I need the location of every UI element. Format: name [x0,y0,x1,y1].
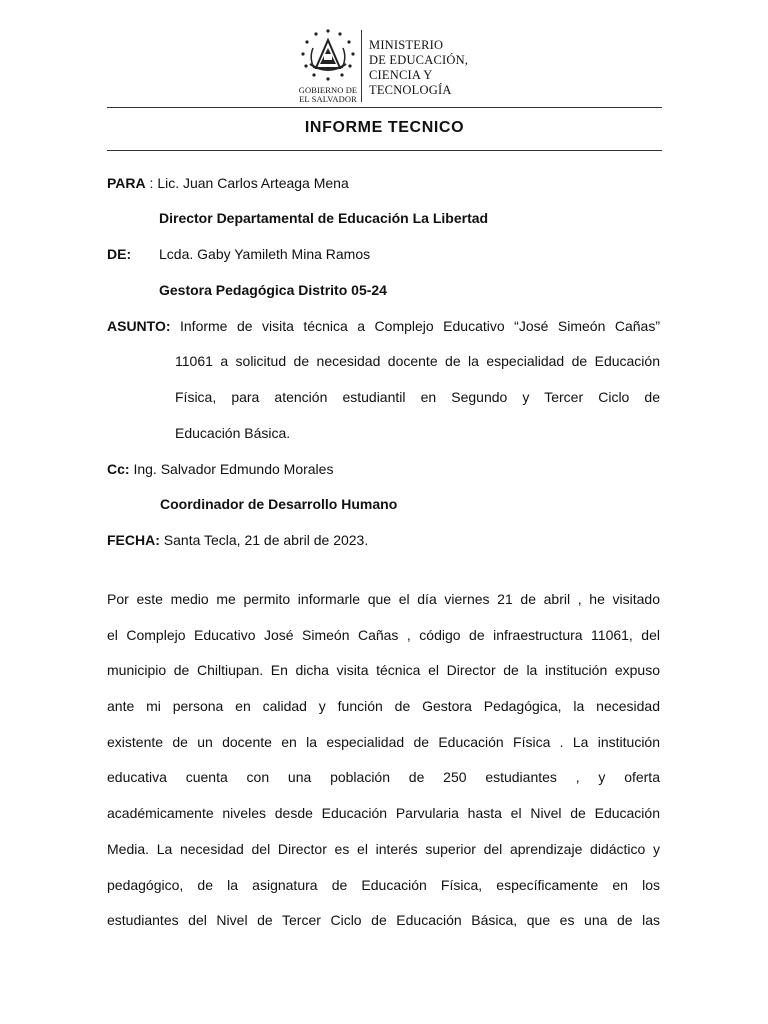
para-role: Director Departamental de Educación La Libertad [159,210,489,226]
body-line: académicamente niveles desde Educación Parvularia hasta el Nivel de Educación [107,805,660,821]
cc-role: Coordinador de Desarrollo Humano [160,496,398,512]
body-line: municipio de Chiltiupan. En dicha visita técnica el Director de la institución expuso [107,662,660,678]
body-line: pedagógico, de la asignatura de Educación Física, específicamente en los [107,877,660,893]
para-line [107,174,349,192]
cc-name: Ing. Salvador Edmundo Morales [133,461,334,477]
asunto-line: Física, para atención estudiantil en Segundo y Tercer Ciclo de [175,389,660,405]
body-line: el Complejo Educativo José Simeón Cañas , código de infraestructura 11061, del [107,627,660,643]
body-line: Por este medio me permito informarle que el día viernes 21 de abril , he visitado [107,591,660,607]
body-line: existente de un docente en la especialidad de Educación Física . La institución [107,734,660,750]
para-label: PARA [107,175,146,191]
para-separator: : [145,175,158,191]
body-line: educativa cuenta con una población de 250 estudiantes , y oferta [107,769,660,785]
de-name: Lcda. Gaby Yamileth Mina Ramos [159,246,371,262]
body-line: Media. La necesidad del Director es el interés superior del aprendizaje didáctico y [107,841,660,857]
title-rule-top [107,107,662,108]
cc-line [107,460,333,478]
coat-of-arms-icon [300,28,356,84]
government-logo [296,28,360,108]
para-name: Lic. Juan Carlos Arteaga Mena [157,175,349,191]
body-line: estudiantes del Nivel de Tercer Ciclo de Educación Básica, que es una de las [107,912,660,928]
de-role: Gestora Pedagógica Distrito 05-24 [159,282,387,298]
asunto-line: Educación Básica. [175,425,291,441]
government-name: GOBIERNO DE EL SALVADOR [298,85,358,104]
fecha-label: FECHA: [107,532,160,548]
asunto-label: ASUNTO: [107,318,171,334]
ministry-name: MINISTERIO DE EDUCACIÓN, CIENCIA Y TECNOLOGÍA [369,38,469,97]
cc-label: Cc: [107,461,130,477]
asunto-line: Informe de visita técnica a Complejo Educativo “José Simeón Cañas” [180,318,660,334]
letterhead-divider [361,30,362,102]
fecha-line [107,531,368,549]
de-label: DE: [107,246,132,262]
fecha-value: Santa Tecla, 21 de abril de 2023. [163,532,369,548]
document-title: INFORME TECNICO [304,119,465,136]
asunto-line: 11061 a solicitud de necesidad docente de la especialidad de Educación [175,353,660,369]
title-rule-bottom [107,150,662,151]
body-line: ante mi persona en calidad y función de Gestora Pedagógica, la necesidad [107,698,660,714]
